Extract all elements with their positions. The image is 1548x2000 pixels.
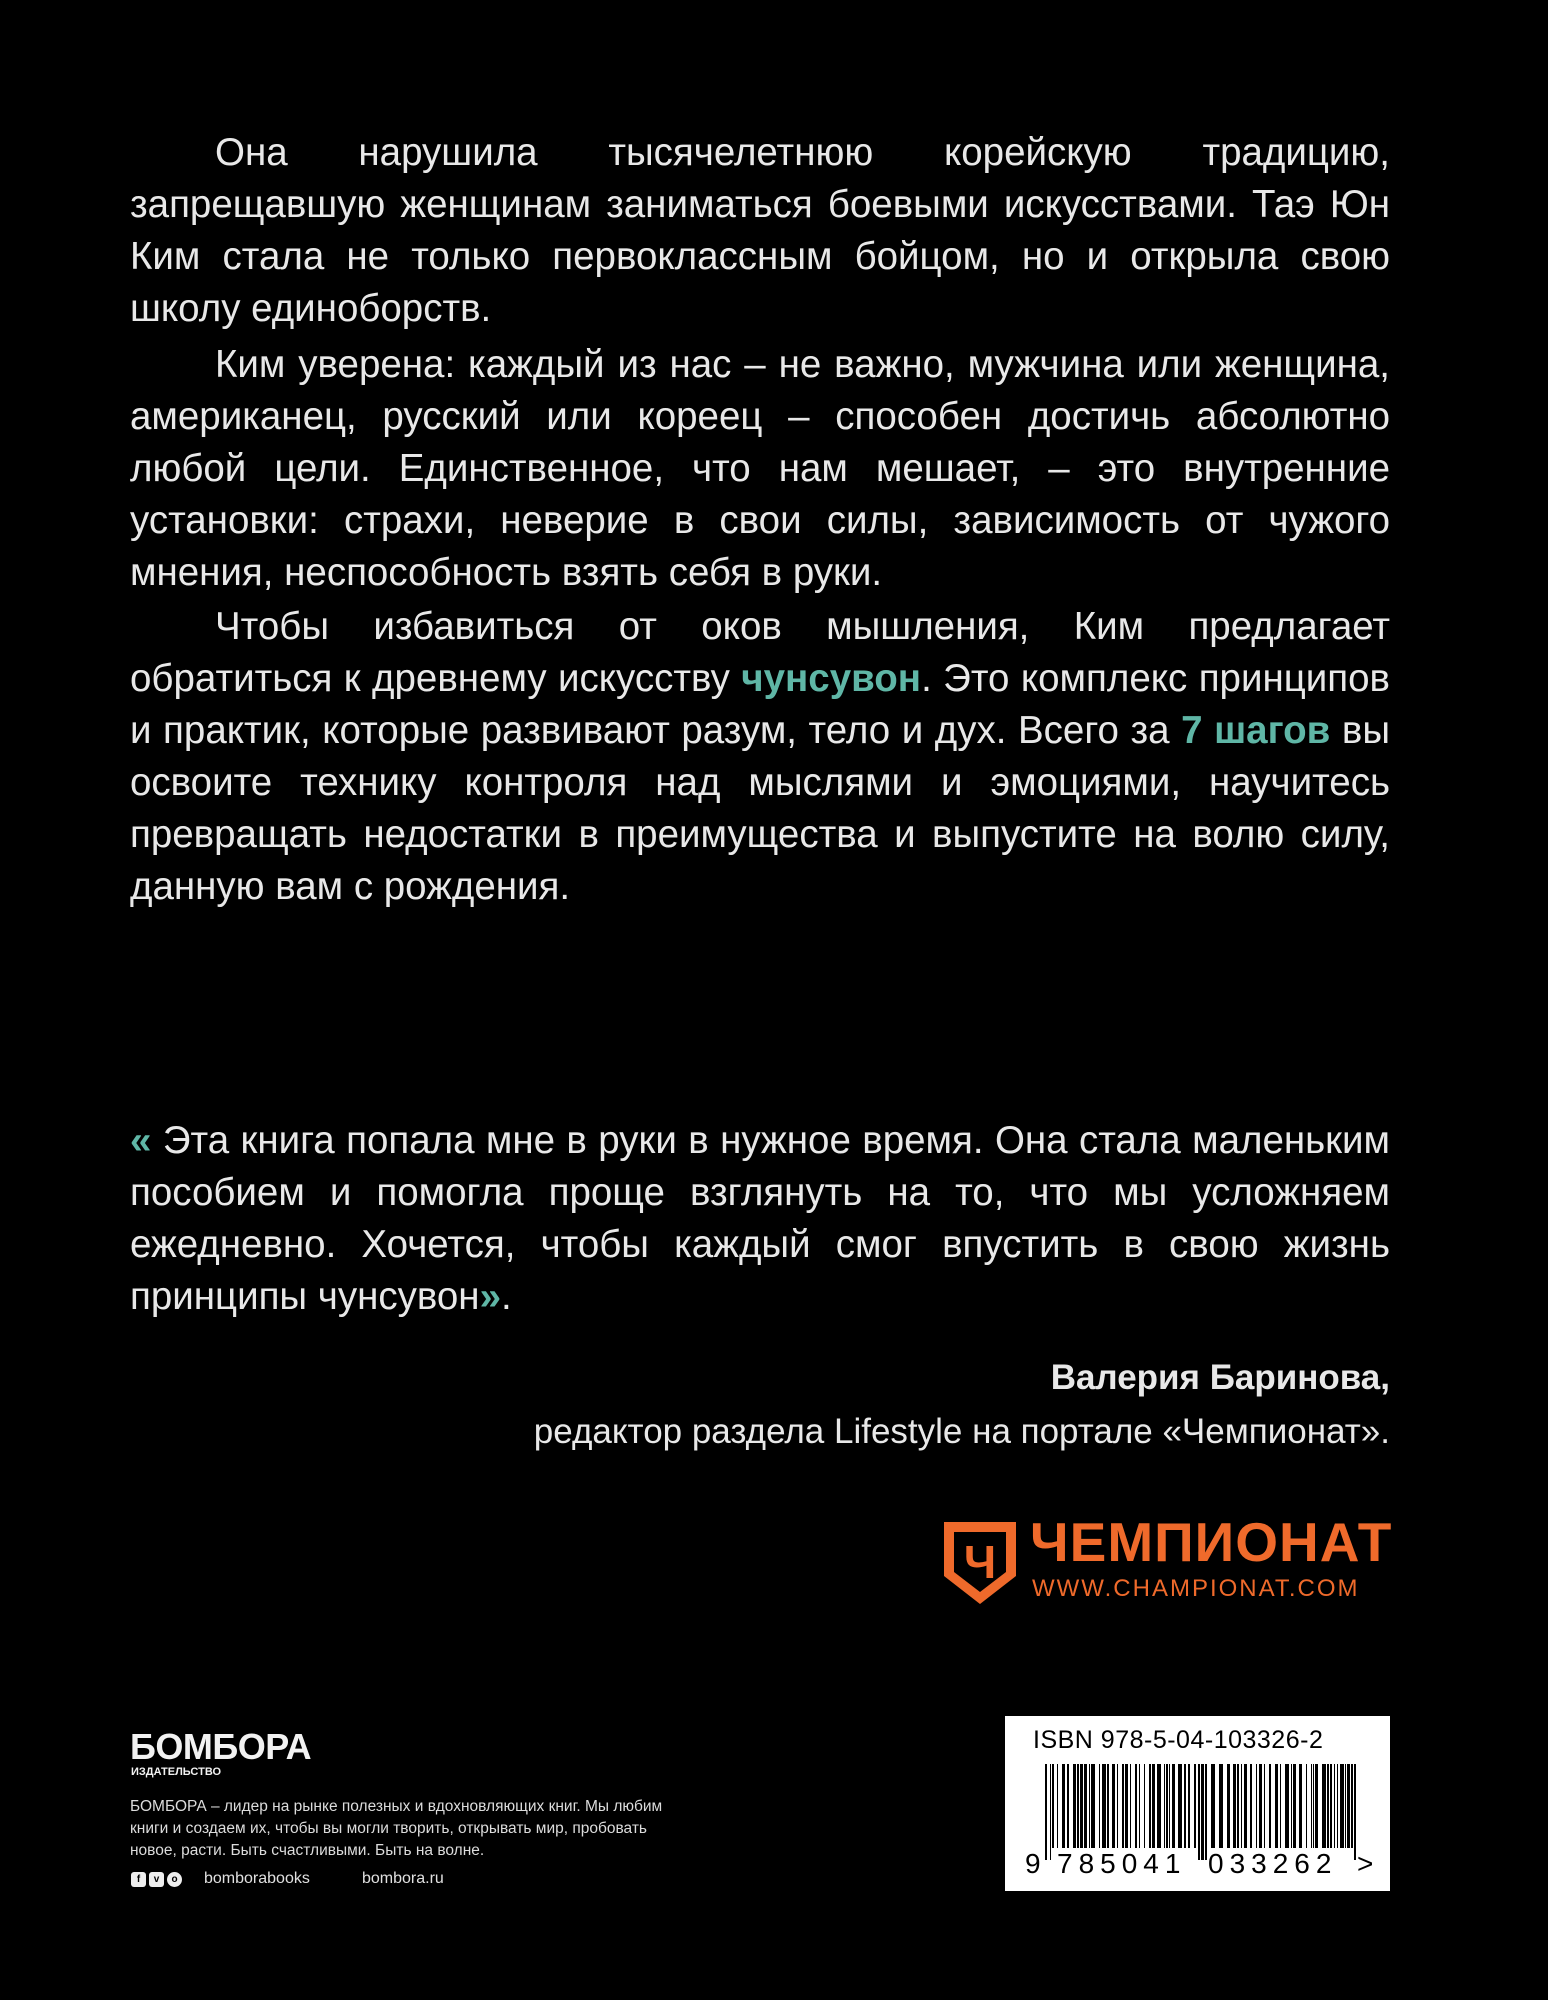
barcode-bar [1178, 1764, 1182, 1848]
barcode-bar [1164, 1764, 1165, 1848]
barcode-bar [1052, 1764, 1054, 1848]
barcode-bar [1050, 1764, 1051, 1860]
barcode-bar [1250, 1764, 1252, 1848]
barcode-bar [1122, 1764, 1124, 1848]
barcode-bar [1322, 1764, 1326, 1848]
barcode-bar [1188, 1764, 1190, 1848]
barcode-bar [1057, 1764, 1058, 1848]
social-icons [131, 1872, 182, 1887]
instagram-icon: o [167, 1872, 182, 1887]
barcode-bar [1241, 1764, 1242, 1848]
barcode-bar [1194, 1764, 1196, 1848]
barcode-bar [1256, 1764, 1257, 1848]
barcode-bar [1227, 1764, 1230, 1848]
barcode-bar [1299, 1764, 1302, 1848]
barcode-bar [1337, 1764, 1338, 1848]
barcode-bar [1073, 1764, 1076, 1848]
quote-close-icon: » [479, 1275, 501, 1318]
barcode-quiet-zone-mark: > [1357, 1848, 1374, 1879]
barcode-digits [1005, 1848, 1390, 1884]
barcode-bar [1198, 1764, 1200, 1860]
isbn-barcode [1005, 1716, 1390, 1891]
barcode-bar [1354, 1764, 1356, 1860]
barcode-bar [1089, 1764, 1090, 1848]
barcode-bar [1166, 1764, 1168, 1848]
quote-author: Валерия Баринова, [1050, 1358, 1390, 1397]
barcode-bar [1219, 1764, 1223, 1848]
barcode-bar [1077, 1764, 1079, 1848]
description-paragraph-1: Она нарушила тысячелетнюю корейскую традицию, запрещавшую женщинам заниматься боевыми искусствами. Таэ Юн Ким стала не только первоклассным бойцом, но и открыла свою школу единоборств. [130, 131, 1390, 330]
barcode-bar [1045, 1764, 1047, 1860]
barcode-bar [1139, 1764, 1140, 1848]
barcode-bar [1315, 1764, 1318, 1848]
quote-end: . [501, 1275, 512, 1318]
highlight-seven-steps: 7 шагов [1181, 709, 1331, 752]
barcode-bar [1130, 1764, 1131, 1848]
barcode-bar [1144, 1764, 1145, 1848]
championat-url: WWW.CHAMPIONAT.COM [1032, 1575, 1360, 1602]
barcode-bar [1340, 1764, 1344, 1848]
publisher-logo-subtitle: ИЗДАТЕЛЬСТВО [131, 1766, 222, 1778]
barcode-bar [1275, 1764, 1278, 1848]
publisher-social-handle: bomborabooks [204, 1870, 310, 1887]
barcode-bar [1201, 1764, 1204, 1860]
barcode-bar [1233, 1764, 1236, 1848]
barcode-bar [1237, 1764, 1239, 1848]
barcode-bar [1345, 1764, 1346, 1848]
barcode-bar [1313, 1764, 1314, 1848]
barcode-bar [1244, 1764, 1247, 1848]
barcode-bar [1125, 1764, 1128, 1848]
quote-author-role: редактор раздела Lifestyle на портале «Чемпионат». [533, 1412, 1390, 1451]
barcode-bar [1205, 1764, 1207, 1860]
barcode-bar [1102, 1764, 1106, 1848]
barcode-bar [1269, 1764, 1271, 1848]
review-quote [130, 1115, 1390, 1323]
publisher-description: БОМБОРА – лидер на рынке полезных и вдохновляющих книг. Мы любим книги и создаем их, чтобы вы могли творить, открывать мир, пробовать новое, расти. Быть счастливыми. Быть на волне. [130, 1798, 663, 1859]
barcode-digits-left: 785041 [1057, 1848, 1187, 1879]
barcode-bar [1330, 1764, 1332, 1848]
barcode-bar [1080, 1764, 1083, 1848]
barcode-bar [1264, 1764, 1265, 1848]
barcode-bar [1285, 1764, 1289, 1848]
facebook-icon: f [131, 1872, 146, 1887]
championat-name: ЧЕМПИОНАТ [1030, 1511, 1393, 1573]
barcode-bar [1311, 1764, 1312, 1848]
barcode-digits-right: 033262 [1208, 1848, 1338, 1879]
barcode-bar [1334, 1764, 1335, 1848]
barcode-bar [1211, 1764, 1215, 1848]
barcode-bar [1117, 1764, 1118, 1848]
barcode-bar [1306, 1764, 1307, 1848]
barcode-bar [1091, 1764, 1095, 1848]
barcode-bar [1291, 1764, 1292, 1848]
barcode-bar [1280, 1764, 1281, 1848]
championat-shield-icon [940, 1518, 1020, 1608]
vk-icon: v [149, 1872, 164, 1887]
barcode-bar [1347, 1764, 1350, 1848]
barcode-bar [1135, 1764, 1137, 1848]
barcode-bar [1152, 1764, 1155, 1848]
paragraph-3-part-b: . Это комплекс принципов и практик, которые развивают разум, тело и дух. Всего за [130, 657, 1390, 752]
barcode-bar [1112, 1764, 1115, 1848]
isbn-number: ISBN 978-5-04-103326-2 [1033, 1726, 1324, 1754]
barcode-bar [1327, 1764, 1329, 1848]
barcode-bar [1184, 1764, 1186, 1848]
barcode-bar [1084, 1764, 1087, 1848]
publisher-logo: БОМБОРА [130, 1726, 312, 1767]
publisher-website: bombora.ru [362, 1870, 444, 1887]
barcode-bar [1172, 1764, 1175, 1848]
barcode-bar [1259, 1764, 1262, 1848]
quote-text: Эта книга попала мне в руки в нужное время. Она стала маленьким пособием и помогла проще взглянуть на то, что мы усложняем ежедневно. Хочется, чтобы каждый смог впустить в свою жизнь принципы чунсувон [130, 1119, 1390, 1318]
barcode-bar [1099, 1764, 1100, 1848]
barcode-bar [1293, 1764, 1296, 1848]
barcode-bar [1157, 1764, 1161, 1848]
barcode-bar [1107, 1764, 1109, 1848]
championat-badge-letter: Ч [963, 1536, 997, 1588]
highlight-chunsuvon: чунсувон [741, 657, 922, 700]
barcode-bar [1149, 1764, 1151, 1848]
description-paragraph-2: Ким уверена: каждый из нас – не важно, мужчина или женщина, американец, русский или кореец – способен достичь абсолютно любой цели. Единственное, что нам мешает, – это внутренние установки: страхи, неверие в свои силы, зависимость от чужого мнения, неспособность взять себя в руки. [130, 343, 1390, 594]
quote-open-icon: « [130, 1119, 152, 1162]
championat-logo [940, 1511, 1393, 1608]
paragraph-3-part-a: Чтобы избавиться от оков мышления, Ким предлагает обратиться к древнему искусству [130, 605, 1390, 700]
barcode-bar [1062, 1764, 1065, 1848]
paragraph-3-part-c: вы освоите технику контроля над мыслями и эмоциями, научитесь превращать недостатки в преимущества и выпустите на волю силу, данную вам с рождения. [130, 709, 1390, 908]
barcode-digit-lead: 9 [1025, 1848, 1041, 1879]
barcode-bar [1351, 1764, 1353, 1848]
barcode-bar [1067, 1764, 1069, 1848]
description-paragraph-3 [130, 601, 1390, 913]
barcode-bar [1169, 1764, 1170, 1848]
